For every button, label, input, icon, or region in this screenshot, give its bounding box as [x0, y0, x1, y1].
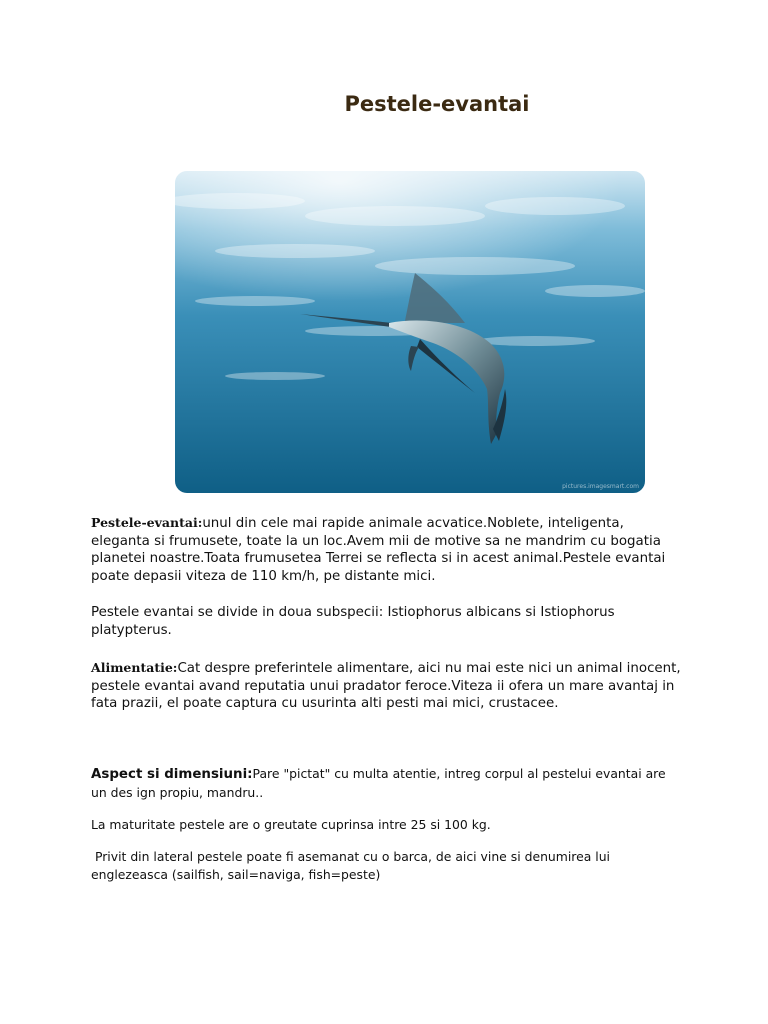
paragraph-name-origin: Privit din lateral pestele poate fi asemanat cu o barca, de aici vine si denumirea lui englezeasca (sailfish, sail=naviga, fish=peste): [91, 849, 614, 882]
paragraph-appearance: [91, 765, 681, 802]
sailfish-photo: [175, 171, 645, 493]
paragraph-intro-text: unul din cele mai rapide animale acvatice.Noblete, inteligenta, eleganta si frumusete, toate la un loc.Avem mii de motive sa ne mandrim cu bogatia planetei noastre.Toata frumusetea Terrei se reflecta si in acest animal.Pestele evantai poate depasii viteza de 110 km/h, pe distante mici.: [91, 516, 666, 584]
sailfish-image: [175, 171, 645, 493]
paragraph-subspecies: Pestele evantai se divide in doua subspecii: Istiophorus albicans si Istiophorus platypterus.: [91, 605, 615, 638]
paragraph-diet-lead: Alimentatie:: [91, 660, 178, 675]
paragraph-appearance-lead: Aspect si dimensiuni:: [91, 767, 253, 782]
photo-credit: pictures.imagesmart.com: [562, 483, 639, 490]
paragraph-weight: La maturitate pestele are o greutate cuprinsa intre 25 si 100 kg.: [91, 817, 491, 832]
page-title: Pestele-evantai: [344, 92, 530, 116]
paragraph-intro-lead: Pestele-evantai:: [91, 515, 203, 530]
paragraph-diet: [91, 659, 681, 713]
paragraph-appearance-text: Pare "pictat" cu multa atentie, intreg corpul al pestelui evantai are un des ign propiu, mandru..: [91, 766, 666, 800]
paragraph-diet-text: Cat despre preferintele alimentare, aici nu mai este nici un animal inocent, pestele evantai avand reputatia unui pradator feroce.Viteza ii ofera un mare avantaj in fata prazii, el poate captura cu usurinta alti pesti mai mici, crustacee.: [91, 661, 681, 712]
paragraph-intro: [91, 514, 681, 585]
